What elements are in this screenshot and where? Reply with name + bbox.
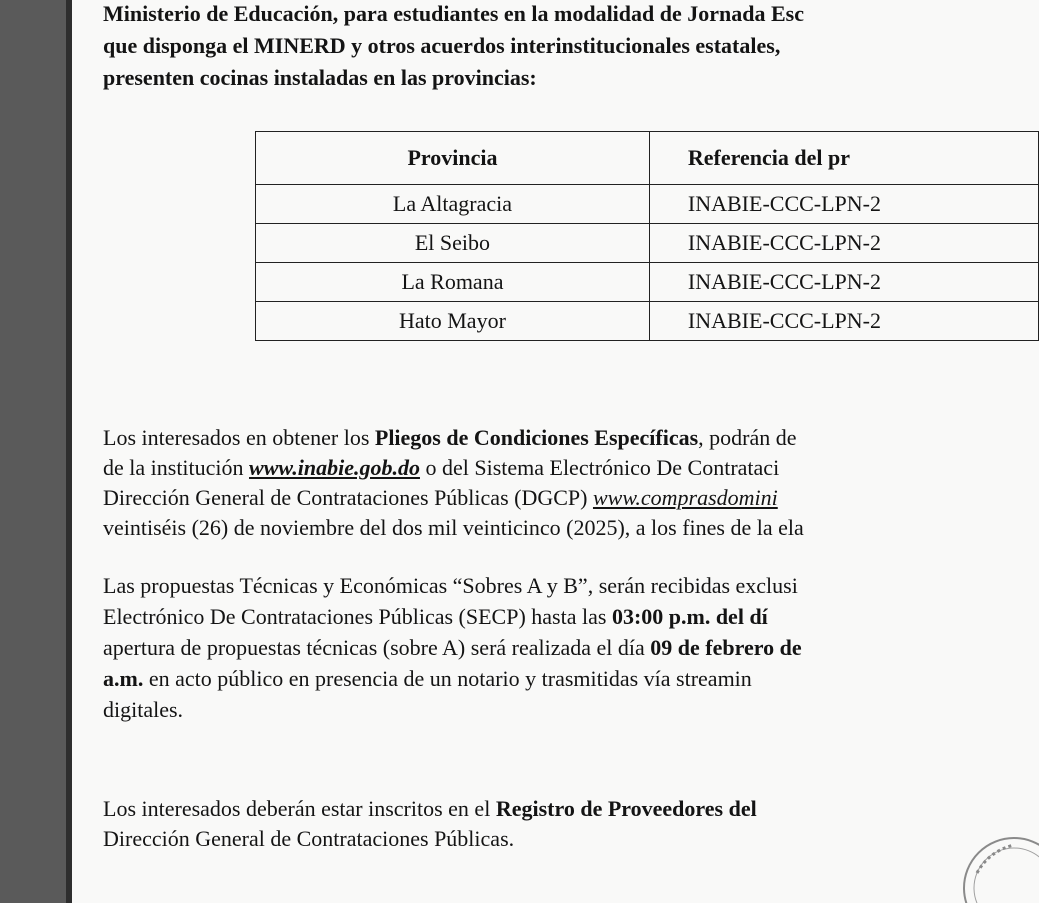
cell-reference: INABIE-CCC-LPN-2 [649, 263, 1038, 302]
registro-emphasis: Registro de Proveedores del [495, 796, 757, 821]
text-span: apertura de propuestas técnicas (sobre A) será realizada el día [103, 635, 651, 660]
text-span: o del Sistema Electrónico De Contrataci [419, 455, 780, 480]
text-span: en acto público en presencia de un notario y trasmitidas vía streamin [143, 666, 752, 691]
header-provincia: Provincia [256, 132, 650, 185]
text-span: de la institución [103, 455, 250, 480]
cell-province: El Seibo [256, 224, 650, 263]
table-row [256, 185, 1039, 224]
para2-line-5: digitales. [103, 697, 184, 722]
text-span: Electrónico De Contrataciones Públicas (SECP) hasta las [103, 604, 612, 629]
seal-stamp-icon [959, 833, 1039, 903]
scan-left-border [0, 0, 72, 903]
header-referencia: Referencia del pr [649, 132, 1038, 185]
province-table [255, 131, 1039, 341]
document-page [72, 0, 1039, 903]
para2-line-3 [103, 636, 802, 660]
table-header-row [256, 132, 1039, 185]
pliegos-emphasis: Pliegos de Condiciones Específicas [374, 425, 699, 450]
cell-reference: INABIE-CCC-LPN-2 [649, 302, 1038, 341]
para1-line-2 [103, 456, 779, 480]
inabie-link[interactable]: www.inabie.gob.do [249, 455, 420, 480]
cell-province: La Altagracia [256, 185, 650, 224]
para2-line-2 [103, 605, 768, 629]
am-emphasis: a.m. [103, 666, 144, 691]
text-span: Dirección General de Contrataciones Públicas (DGCP) [103, 485, 593, 510]
para3-line-1 [103, 797, 757, 821]
cell-reference: INABIE-CCC-LPN-2 [649, 185, 1038, 224]
para2-line-4 [103, 667, 752, 691]
para1-line-3 [103, 486, 778, 510]
comprasdominicana-link[interactable]: www.comprasdomini [592, 485, 778, 510]
para1-line-4: veintiséis (26) de noviembre del dos mil veinticinco (2025), a los fines de la ela [103, 515, 804, 540]
text-span: , podrán de [698, 425, 797, 450]
cell-reference: INABIE-CCC-LPN-2 [649, 224, 1038, 263]
para2-line-1: Las propuestas Técnicas y Económicas “Sobres A y B”, serán recibidas exclusi [103, 573, 798, 598]
para3-line-2: Dirección General de Contrataciones Públicas. [103, 826, 515, 851]
intro-line-2: que disponga el MINERD y otros acuerdos interinstitucionales estatales, [103, 33, 781, 58]
table-row [256, 224, 1039, 263]
para1-line-1 [103, 426, 797, 450]
cell-province: La Romana [256, 263, 650, 302]
text-span: Los interesados en obtener los [103, 425, 375, 450]
table-row [256, 302, 1039, 341]
intro-line-1: Ministerio de Educación, para estudiantes en la modalidad de Jornada Esc [103, 1, 805, 26]
intro-line-3: presenten cocinas instaladas en las provincias: [103, 65, 537, 90]
deadline-emphasis: 03:00 p.m. del dí [611, 604, 768, 629]
text-span: Los interesados deberán estar inscritos en el [103, 796, 496, 821]
cell-province: Hato Mayor [256, 302, 650, 341]
table-row [256, 263, 1039, 302]
opening-date-emphasis: 09 de febrero de [650, 635, 802, 660]
